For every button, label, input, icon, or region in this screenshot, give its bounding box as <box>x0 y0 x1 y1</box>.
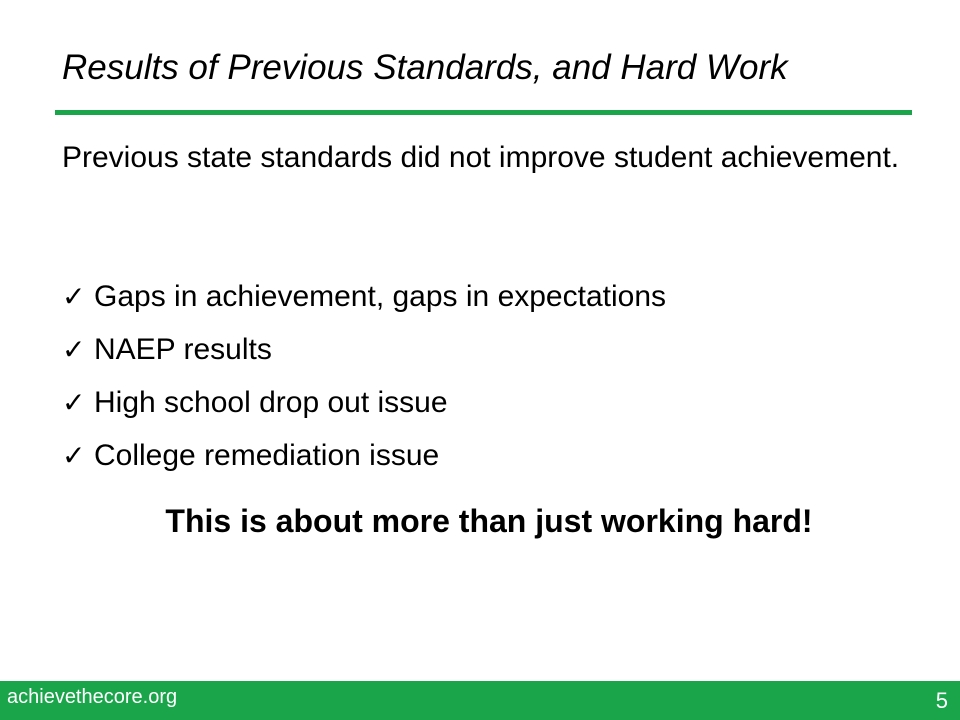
list-item-text: Gaps in achievement, gaps in expectations <box>94 279 667 313</box>
checkmark-icon: ✓ <box>62 333 86 365</box>
checkmark-icon: ✓ <box>62 386 86 418</box>
list-item <box>62 323 666 376</box>
emphasis-text: This is about more than just working hard! <box>165 503 813 539</box>
checkmark-icon: ✓ <box>62 439 86 471</box>
list-item <box>62 376 666 429</box>
list-item <box>62 429 666 482</box>
slide-title: Results of Previous Standards, and Hard Work <box>62 48 788 87</box>
intro-text: Previous state standards did not improve student achievement. <box>62 141 900 174</box>
list-item-text: High school drop out issue <box>94 385 448 419</box>
checkmark-icon: ✓ <box>62 280 86 312</box>
list-item-text: NAEP results <box>94 332 272 366</box>
title-underline <box>55 110 912 115</box>
page-number: 5 <box>935 688 948 713</box>
list-item-text: College remediation issue <box>94 438 440 472</box>
list-item <box>62 270 666 323</box>
checklist <box>62 270 666 482</box>
footer-site: achievethecore.org <box>7 686 178 708</box>
